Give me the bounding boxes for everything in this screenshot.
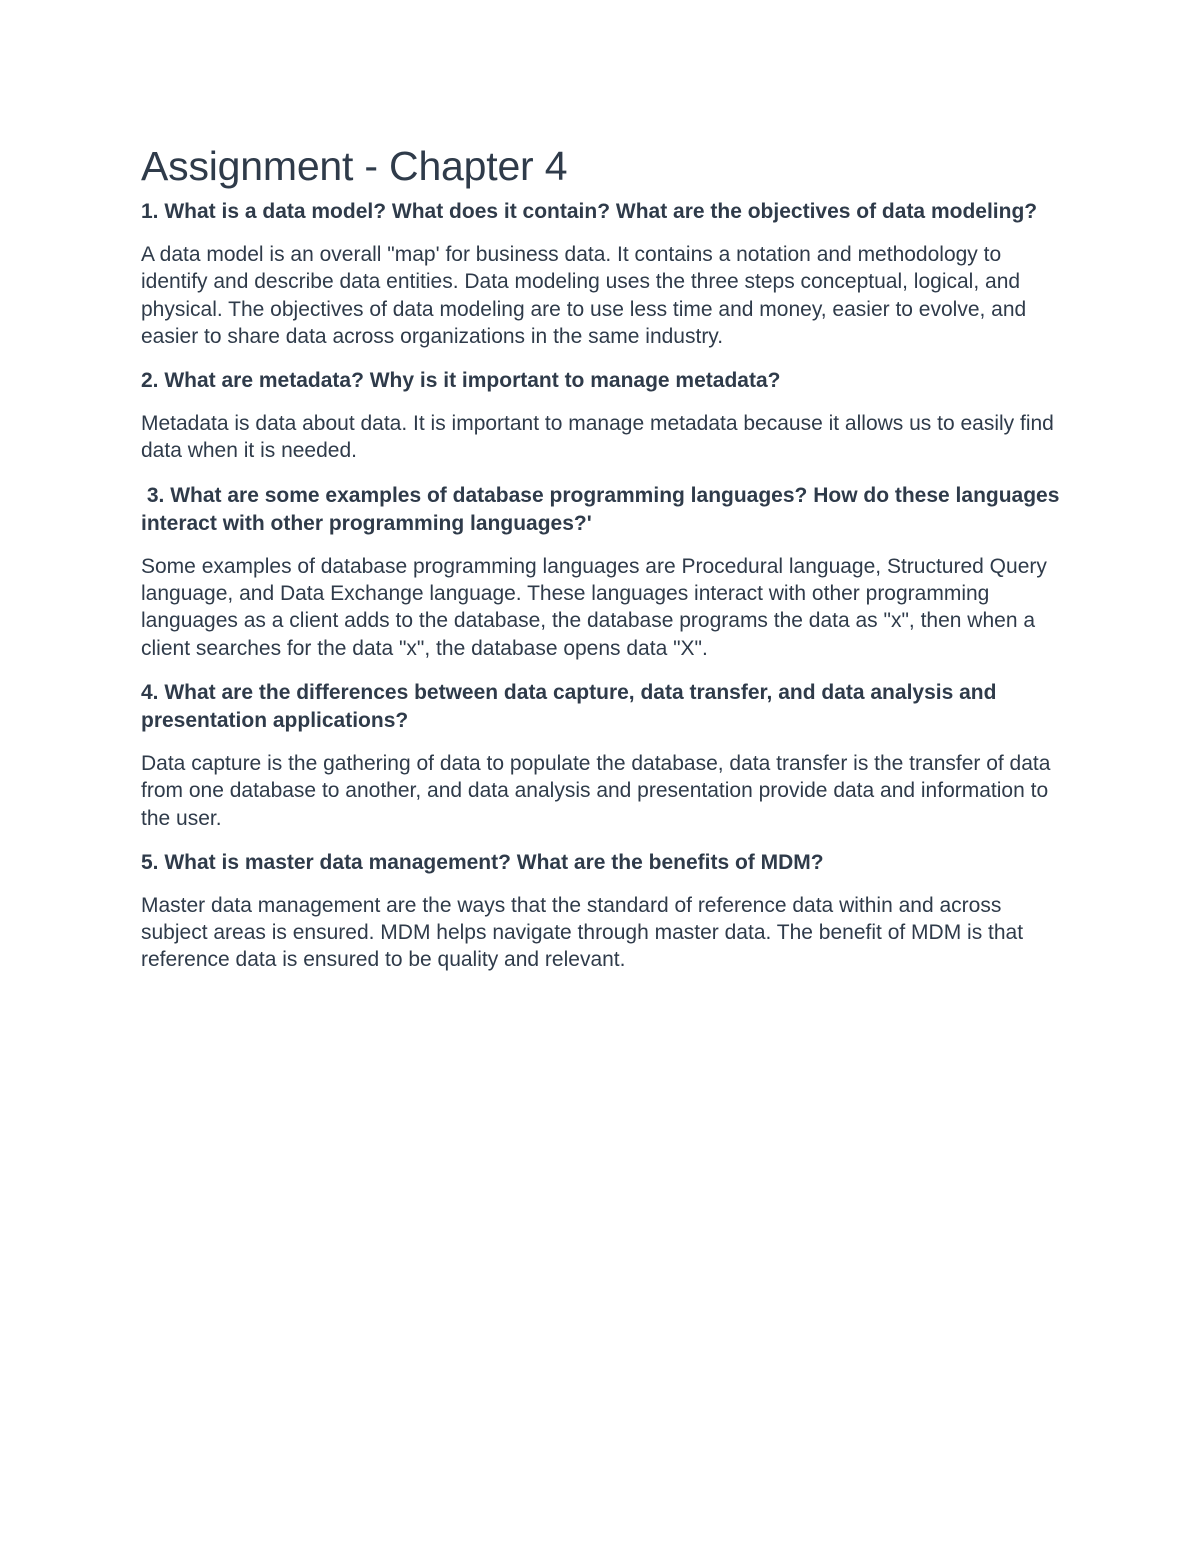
answer-5: Master data management are the ways that the standard of reference data within and across subject areas is ensured. MDM helps navigate through master data. The benefit of MDM is that reference data is ensured to be quality and relevant.	[141, 893, 1024, 972]
section-4	[141, 679, 1061, 832]
answer-1: A data model is an overall "map' for business data. It contains a notation and methodology to identify and describe data entities. Data modeling uses the three steps conceptual, logical, and physical. The objectives of data modeling are to use less time and money, easier to evolve, and easier to share data across organizations in the same industry.	[141, 243, 1027, 348]
section-1	[141, 198, 1061, 350]
answer-2: Metadata is data about data. It is important to manage metadata because it allows us to easily find data when it is needed.	[141, 412, 1054, 463]
section-3	[141, 482, 1066, 662]
document-title: Assignment - Chapter 4	[141, 143, 568, 189]
section-5	[141, 849, 1061, 974]
question-1: 1. What is a data model? What does it contain? What are the objectives of data modeling?	[141, 200, 1038, 223]
answer-4: Data capture is the gathering of data to populate the database, data transfer is the transfer of data from one database to another, and data analysis and presentation provide data and information to the user.	[141, 751, 1051, 830]
question-4: 4. What are the differences between data capture, data transfer, and data analysis and presentation applications?	[141, 680, 997, 732]
document-page	[141, 140, 1066, 991]
question-5: 5. What is master data management? What are the benefits of MDM?	[141, 850, 824, 874]
question-2: 2. What are metadata? Why is it important to manage metadata?	[141, 369, 781, 393]
section-2	[141, 367, 1061, 465]
question-3: 3. What are some examples of database programming languages? How do these languages interact with other programming languages?'	[141, 483, 1066, 535]
answer-3: Some examples of database programming languages are Procedural language, Structured Query language, and Data Exchange language. These languages interact with other programming languages as a client adds to the database, the database programs the data as "x", then when a client searches for the data "x", the database opens data "X".	[141, 554, 1047, 660]
